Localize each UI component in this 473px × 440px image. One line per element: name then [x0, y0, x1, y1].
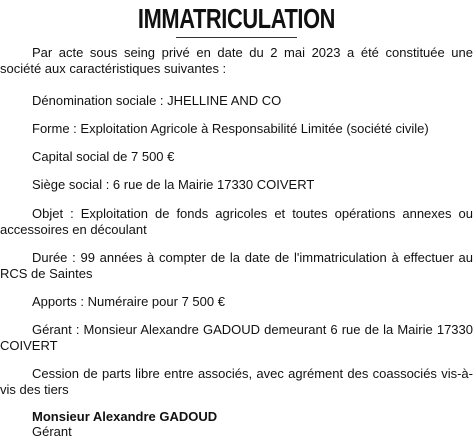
contributions-paragraph: Apports : Numéraire pour 7 500 € [32, 294, 225, 309]
manager-paragraph: Gérant : Monsieur Alexandre GADOUD demeurant 6 rue de la Mairie 17330 COIVERT [0, 322, 473, 353]
signature-block [32, 409, 217, 439]
signatory-role: Gérant [32, 424, 72, 439]
duration-paragraph: Durée : 99 années à compter de la date de l'immatriculation à effectuer au RCS de Saintes [0, 250, 473, 281]
share-transfer-paragraph: Cession de parts libre entre associés, avec agrément des coassociés vis-à-vis des tiers [0, 366, 473, 397]
share-capital-paragraph: Capital social de 7 500 € [32, 149, 175, 164]
company-name-paragraph: Dénomination sociale : JHELLINE AND CO [32, 93, 282, 108]
signatory-name: Monsieur Alexandre GADOUD [32, 409, 218, 424]
registered-office-paragraph: Siège social : 6 rue de la Mairie 17330 COIVERT [32, 177, 315, 192]
corporate-purpose-paragraph: Objet : Exploitation de fonds agricoles et toutes opérations annexes ou accessoires en découlant [0, 206, 473, 237]
notice-title: IMMATRICULATION [137, 3, 336, 34]
title-underline [176, 37, 297, 38]
legal-form-paragraph: Forme : Exploitation Agricole à Responsabilité Limitée (société civile) [32, 121, 429, 136]
intro-paragraph: Par acte sous seing privé en date du 2 mai 2023 a été constituée une société aux caractéristiques suivantes : [0, 45, 473, 76]
